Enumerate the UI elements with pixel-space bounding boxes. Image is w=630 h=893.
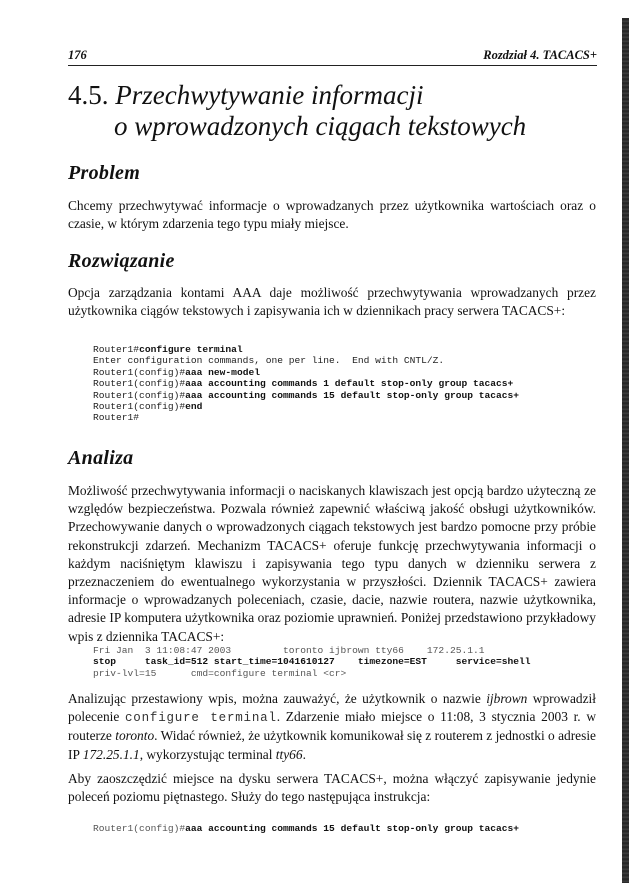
code-line: Router1(config)#aaa new-model bbox=[93, 366, 260, 378]
log-line-3: priv-lvl=15 cmd=configure terminal <cr> bbox=[93, 667, 347, 679]
section-title-line2: o wprowadzonych ciągach tekstowych bbox=[114, 111, 527, 141]
ip-address: 172.25.1.1 bbox=[82, 746, 140, 762]
running-head bbox=[68, 44, 597, 66]
page-number: 176 bbox=[68, 48, 87, 62]
inline-command: configure terminal bbox=[125, 711, 277, 726]
section-title bbox=[68, 80, 598, 142]
analysis-paragraph-2: Analizując przestawiony wpis, można zauważyć, że użytkownik o nazwie ijbrown wprowadził polecenie configure terminal. Zdarzenie miało miejsce o 11:08, 3 stycznia 2003 r. w routerze toronto. Widać również, że użytkownik komunikował się z routerem z jednostki o adresie IP 172.25.1.1, wykorzystując terminal tty66. bbox=[68, 691, 597, 762]
analysis-paragraph-1: Możliwość przechwytywania informacji o naciskanych klawiszach jest opcją bardzo użyteczną ze względów bezpieczeństwa. Pozwala również zapewnić właściwą jakość obsługi użytkowników. Przechowywanie danych o wprowadzonych ciągach tekstowych jest bardzo pomocne przy próbie rekonstrukcji zdarzeń. Mechanizm TACACS+ oferuje funkcję przechwytywania informacji o każdym naciśniętym klawiszu i zapisywania tego typu danych w dzienniku serwera z przeznaczeniem do ewentualnego wykorzystania w przyszłości. Dziennik TACACS+ zawiera informacje o wprowadzanych poleceniach, czasie, dacie, nazwie routera, nazwie użytkownika, adresie IP komputera użytkownika oraz poziomie uprawnień. Poniżej przedstawiono przykładowy wpis z dziennika TACACS+: bbox=[68, 483, 596, 644]
terminal-name: tty66 bbox=[275, 746, 303, 762]
code-line: Router1(config)#end bbox=[93, 401, 203, 413]
code-line: Router1(config)#aaa accounting commands 15 default stop-only group tacacs+ bbox=[93, 389, 520, 401]
solution-text: Opcja zarządzania kontami AAA daje możliwość przechwytywania wprowadzanych przez użytkownika ciągów tekstowych i zapisywania ich w dziennikach pracy serwera TACACS+: bbox=[68, 285, 596, 319]
solution-code-block bbox=[93, 344, 519, 424]
code-line: Router1(config)#aaa accounting commands 1 default stop-only group tacacs+ bbox=[93, 378, 514, 390]
log-line-1: Fri Jan 3 11:08:47 2003 toronto ijbrown tty66 172.25.1.1 bbox=[93, 645, 485, 656]
router-name: toronto bbox=[115, 728, 155, 744]
section-number: 4.5. bbox=[68, 80, 109, 110]
analysis-paragraph-3: Aby zaoszczędzić miejsce na dysku serwera TACACS+, można włączyć zapisywanie jedynie poleceń poziomu piętnastego. Służy do tego następująca instrukcja: bbox=[68, 771, 596, 805]
final-code-line: Router1(config)#aaa accounting commands 15 default stop-only group tacacs+ bbox=[93, 823, 520, 834]
log-line-2: stop task_id=512 start_time=1041610127 timezone=EST service=shell bbox=[93, 656, 531, 668]
problem-text: Chcemy przechwytywać informacje o wprowadzanych przez użytkownika wartościach oraz o czasie, w którym zdarzenia tego typu miały miejsce. bbox=[68, 198, 596, 232]
chapter-name: Rozdział 4. TACACS+ bbox=[483, 48, 597, 62]
solution-heading: Rozwiązanie bbox=[68, 250, 175, 272]
code-line: Router1# bbox=[93, 412, 140, 424]
problem-heading: Problem bbox=[68, 162, 141, 184]
code-line: Enter configuration commands, one per line. End with CNTL/Z. bbox=[93, 355, 445, 367]
analysis-heading: Analiza bbox=[68, 447, 134, 469]
log-entry-block bbox=[93, 645, 531, 679]
code-line: Router1#configure terminal bbox=[93, 344, 243, 355]
scan-binding-edge bbox=[622, 18, 629, 883]
username: ijbrown bbox=[486, 691, 528, 706]
section-title-line1: Przechwytywanie informacji bbox=[115, 80, 424, 110]
